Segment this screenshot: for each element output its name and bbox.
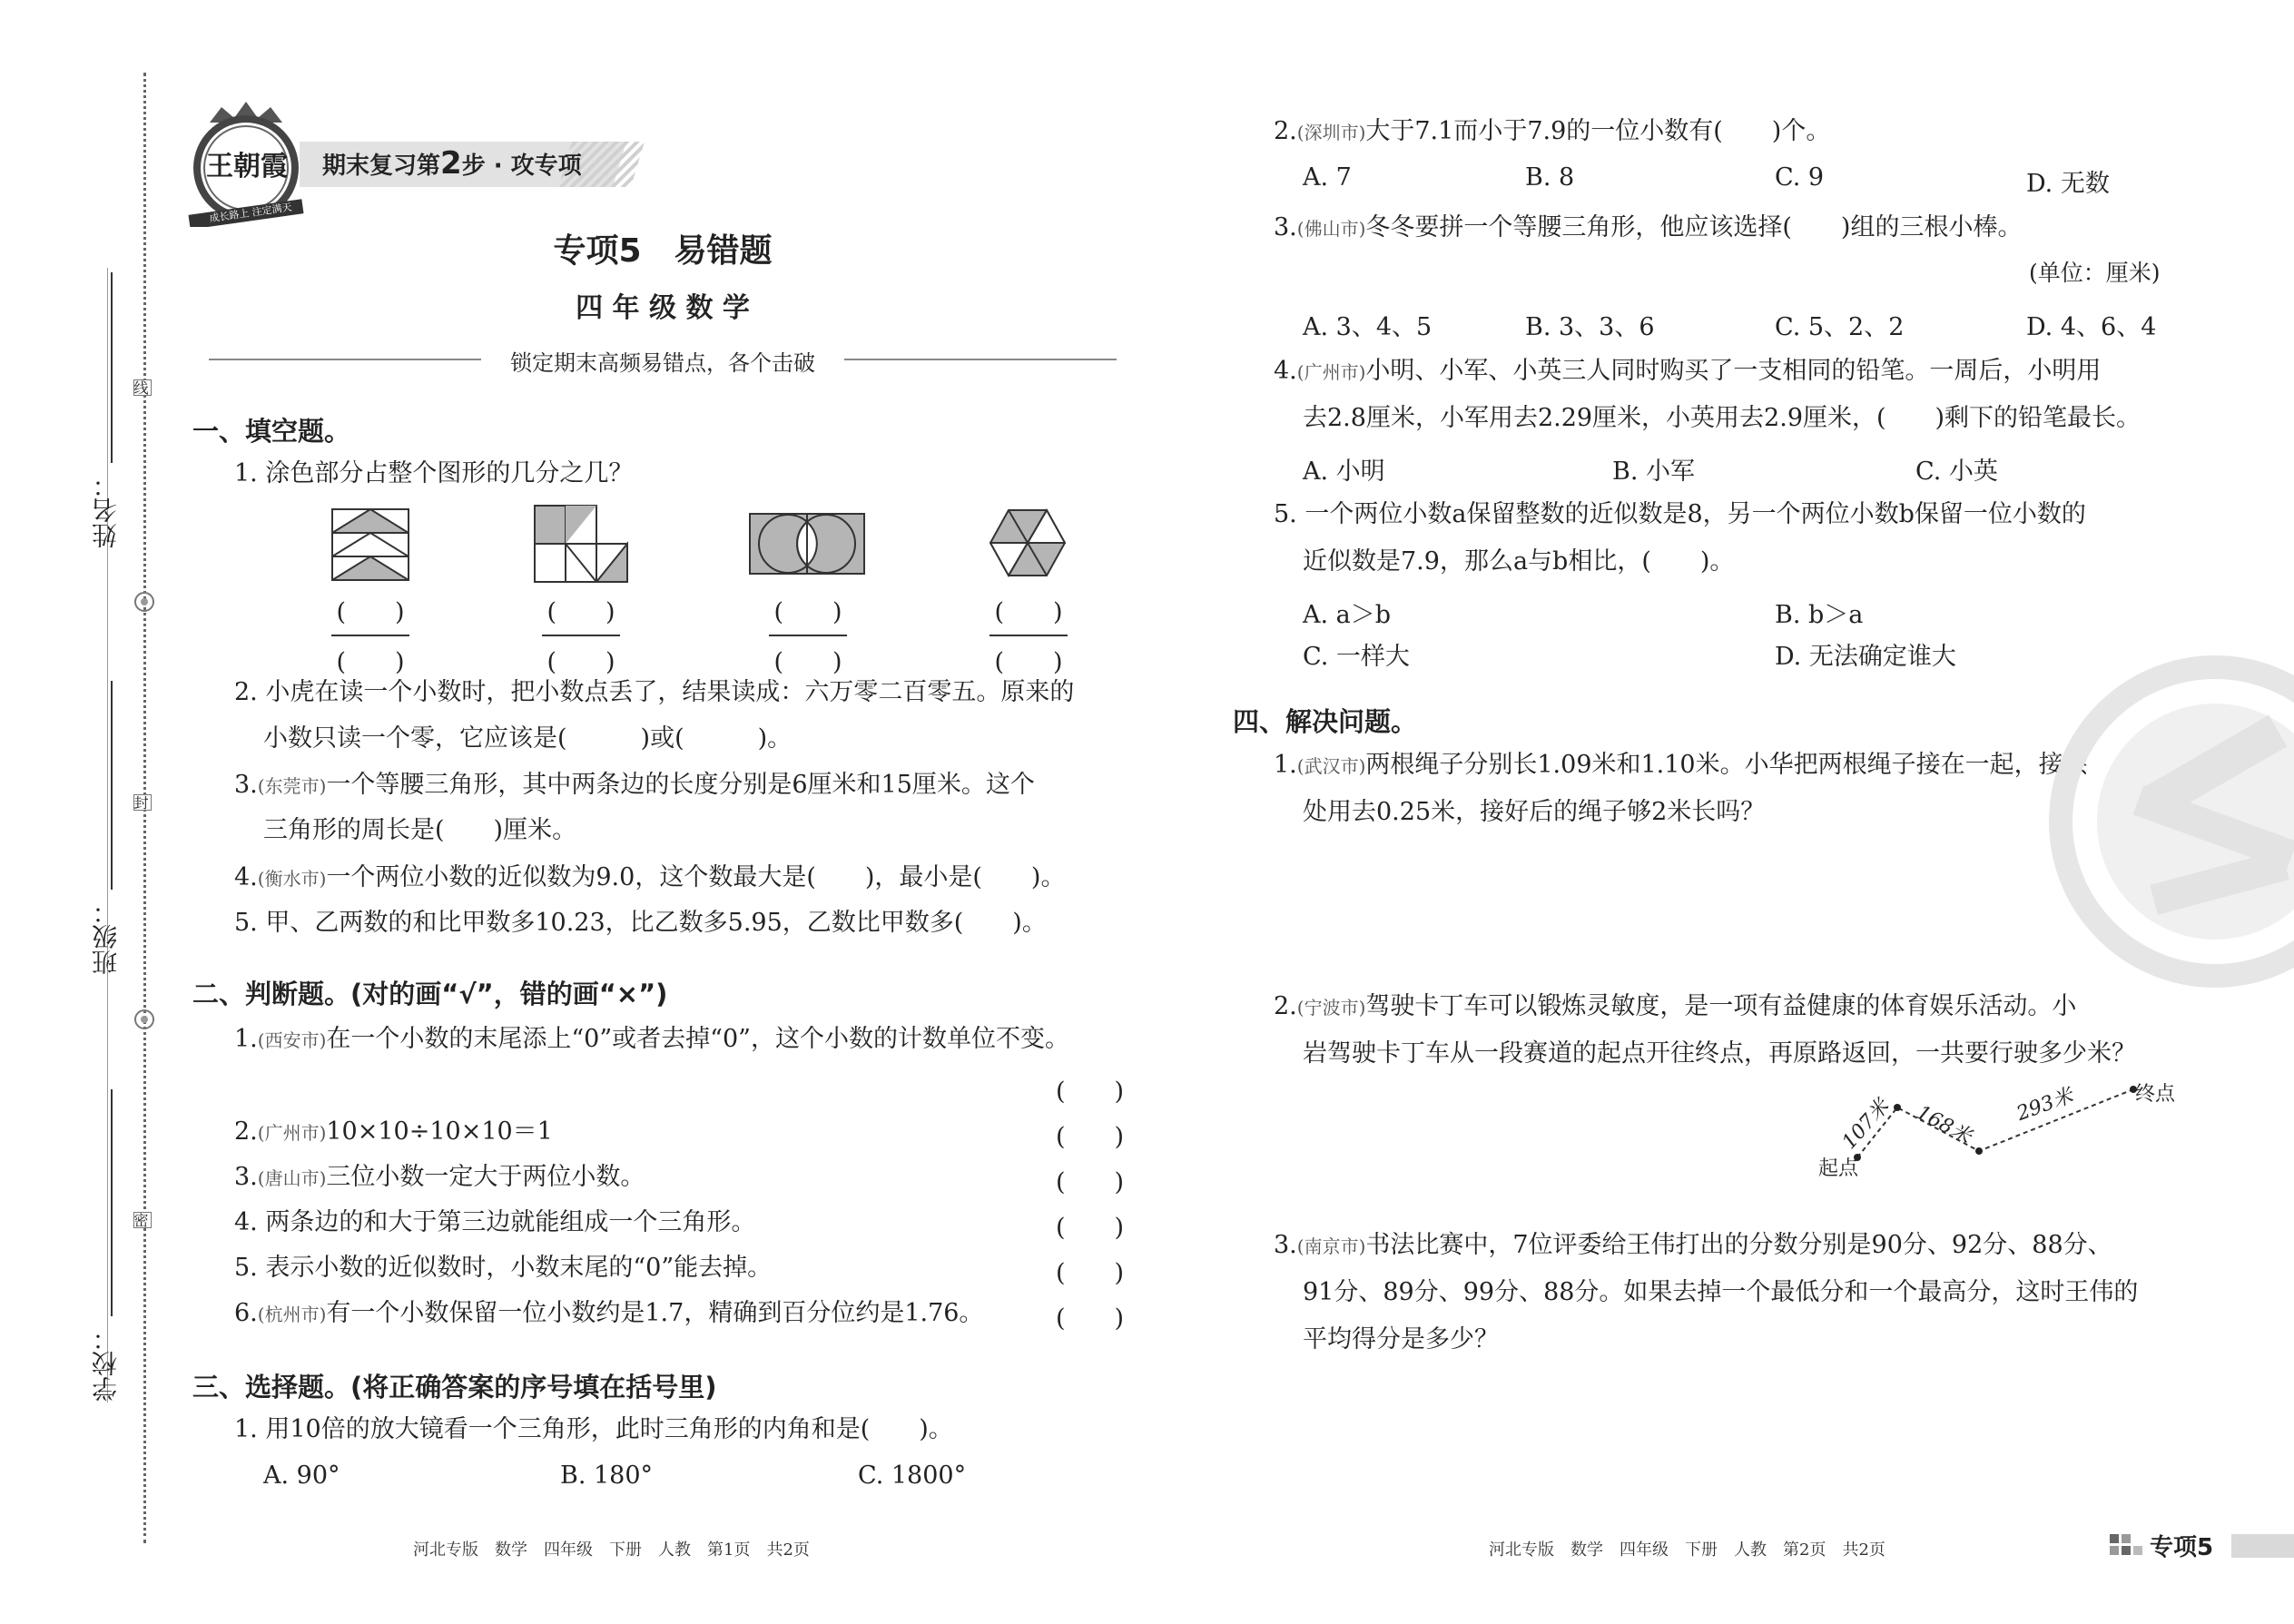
fraction-bar <box>331 635 409 636</box>
numerator-blank[interactable]: ( ) <box>773 598 842 626</box>
binding-mark-mi: 密 <box>133 1212 152 1228</box>
fraction-blank-1[interactable] <box>331 592 409 677</box>
fraction-bar <box>989 635 1068 636</box>
section3-title: 三、选择题。(将正确答案的序号填在括号里) <box>192 1372 717 1403</box>
q-num: 3. <box>234 771 258 799</box>
q-text: 一个等腰三角形，其中两条边的长度分别是6厘米和15厘米。这个 <box>326 771 1035 799</box>
s3-q2-option-a[interactable]: A. 7 <box>1303 163 1352 192</box>
watermark-seal <box>2043 649 2294 994</box>
s3-q3 <box>1274 212 2022 244</box>
page-subtitle: 四 年 级 数 学 <box>576 292 750 324</box>
city-tag: (宁波市) <box>1296 997 1366 1019</box>
s2-q2-answer[interactable]: ( ) <box>1056 1123 1125 1151</box>
s3-q1-option-c[interactable]: C. 1800° <box>858 1462 967 1490</box>
s3-q3-option-a[interactable]: A. 3、4、5 <box>1303 313 1433 341</box>
s2-q4: 4. 两条边的和大于第三边就能组成一个三角形。 <box>234 1208 756 1236</box>
s3-q2-option-c[interactable]: C. 9 <box>1775 163 1825 192</box>
q-num: 4. <box>234 863 258 891</box>
s3-q4-option-b[interactable]: B. 小军 <box>1612 458 1696 486</box>
s2-q6 <box>234 1298 983 1330</box>
s3-q3-option-c[interactable]: C. 5、2、2 <box>1775 313 1905 341</box>
q-text: 小明、小军、小英三人同时购买了一支相同的铅笔。一周后，小明用 <box>1365 357 2102 385</box>
s2-q1-answer[interactable]: ( ) <box>1056 1078 1125 1106</box>
fraction-blank-3[interactable] <box>769 592 847 677</box>
q-text: 书法比赛中，7位评委给王伟打出的分数分别是90分、92分、88分、 <box>1365 1231 2112 1259</box>
q-num: 1. <box>234 1025 258 1053</box>
name-field-line[interactable] <box>111 272 113 463</box>
s3-q5-option-b[interactable]: B. b＞a <box>1775 601 1864 629</box>
footer-left: 河北专版 数学 四年级 下册 人教 第1页 共2页 <box>413 1540 810 1560</box>
q-num: 3. <box>234 1163 258 1191</box>
binding-ornament-2 <box>133 1008 156 1031</box>
binding-ornament-1 <box>133 590 156 614</box>
s1-q3-line1 <box>234 770 1035 802</box>
s3-q5-line2: 近似数是7.9，那么a与b相比，( )。 <box>1303 547 1735 576</box>
route-seg2-label: 168米 <box>1912 1101 1975 1149</box>
q-num: 3. <box>1274 1231 1297 1259</box>
city-tag: (东莞市) <box>257 775 327 797</box>
denominator-blank[interactable]: ( ) <box>336 648 405 676</box>
figure-3-circles <box>749 513 867 576</box>
s2-q5-answer[interactable]: ( ) <box>1056 1259 1125 1287</box>
banner-pre: 期末复习第 <box>322 153 441 180</box>
q-num: 2. <box>1274 117 1297 145</box>
s3-q2 <box>1274 116 1830 148</box>
brand-logo-slogan: 成长路上 注定满天 <box>208 201 293 225</box>
grid-decoration-icon <box>2108 1532 2144 1560</box>
s3-q4-option-a[interactable]: A. 小明 <box>1303 458 1385 486</box>
s4-q1-line2: 处用去0.25米，接好后的绳子够2米长吗？ <box>1303 798 1766 826</box>
s3-q3-option-d[interactable]: D. 4、6、4 <box>2026 313 2157 341</box>
binding-mark-feng: 封 <box>133 794 152 811</box>
numerator-blank[interactable]: ( ) <box>336 598 405 626</box>
figure-2-squares <box>534 505 630 583</box>
binding-solid-line <box>107 268 108 1403</box>
q-text: 大于7.1而小于7.9的一位小数有( )个。 <box>1365 117 1831 145</box>
s3-q3-unit: (单位：厘米) <box>2029 260 2161 286</box>
class-label: 班级： <box>91 899 121 975</box>
name-label: 姓名： <box>91 472 121 548</box>
footer-right: 河北专版 数学 四年级 下册 人教 第2页 共2页 <box>1489 1540 1885 1560</box>
q-text: 三位小数一定大于两位小数。 <box>326 1163 645 1191</box>
denominator-blank[interactable]: ( ) <box>994 648 1063 676</box>
s1-q2-line1: 2. 小虎在读一个小数时，把小数点丢了，结果读成：六万零二百零五。原来的 <box>234 678 1075 706</box>
s1-q3-line2: 三角形的周长是( )厘米。 <box>263 816 577 844</box>
section2-title: 二、判断题。(对的画“√”，错的画“×”) <box>192 979 668 1009</box>
s4-q1-line1 <box>1274 750 2088 782</box>
motto: 锁定期末高频易错点，各个击破 <box>510 350 815 376</box>
motto-rule-left <box>209 359 481 360</box>
s3-q4-line1 <box>1274 356 2101 388</box>
figure-1-triangles <box>331 508 409 581</box>
city-tag: (杭州市) <box>257 1304 327 1325</box>
q-text: 有一个小数保留一位小数约是1.7，精确到百分位约是1.76。 <box>326 1299 984 1327</box>
s2-q5: 5. 表示小数的近似数时，小数末尾的“0”能去掉。 <box>234 1254 773 1282</box>
banner-num: 2 <box>440 145 462 182</box>
s2-q3 <box>234 1162 645 1194</box>
q-num: 1. <box>1274 751 1297 779</box>
q-num: 6. <box>234 1299 258 1327</box>
brand-logo-text: 王朝霞 <box>206 151 288 182</box>
school-field-line[interactable] <box>111 1089 113 1316</box>
section1-title: 一、填空题。 <box>192 416 351 447</box>
q-num: 4. <box>1274 357 1297 385</box>
route-seg1-label: 107米 <box>1837 1095 1895 1154</box>
s4-q2-line2: 岩驾驶卡丁车从一段赛道的起点开往终点，再原路返回，一共要行驶多少米？ <box>1303 1039 2136 1068</box>
fraction-bar <box>542 635 620 636</box>
footer-tag-bar <box>2231 1534 2294 1558</box>
school-label: 学校： <box>91 1325 121 1402</box>
s4-q3-line1 <box>1274 1230 2112 1262</box>
s4-q3-line3: 平均得分是多少？ <box>1303 1325 1499 1353</box>
s2-q6-answer[interactable]: ( ) <box>1056 1304 1125 1333</box>
fraction-bar <box>769 635 847 636</box>
class-field-line[interactable] <box>111 681 113 890</box>
figure-4-hexagon <box>989 508 1066 577</box>
s4-q2-line1 <box>1274 991 2076 1023</box>
q-text: 在一个小数的末尾添上“0”或者去掉“0”，这个小数的计数单位不变。 <box>326 1025 1069 1053</box>
s4-q3-line2: 91分、89分、99分、88分。如果去掉一个最低分和一个最高分，这时王伟的 <box>1303 1278 2139 1306</box>
section4-title: 四、解决问题。 <box>1233 706 1418 737</box>
s3-q4-line2: 去2.8厘米，小军用去2.29厘米，小英用去2.9厘米，( )剩下的铅笔最长。 <box>1303 404 2141 432</box>
s3-q3-option-b[interactable]: B. 3、3、6 <box>1525 313 1655 341</box>
q-text: 一个两位小数的近似数为9.0，这个数最大是( )，最小是( )。 <box>326 863 1066 891</box>
numerator-blank[interactable]: ( ) <box>546 598 615 626</box>
s3-q1-option-b[interactable]: B. 180° <box>560 1462 654 1490</box>
q-num: 2. <box>234 1117 258 1146</box>
city-tag: (南京市) <box>1296 1235 1366 1257</box>
s1-q1: 1. 涂色部分占整个图形的几分之几？ <box>234 459 634 487</box>
q-text: 驾驶卡丁车可以锻炼灵敏度，是一项有益健康的体育娱乐活动。小 <box>1365 992 2077 1020</box>
binding-mark-xian: 线 <box>133 379 152 396</box>
fraction-blank-4[interactable] <box>989 592 1068 677</box>
q-text: 两根绳子分别长1.09米和1.10米。小华把两根绳子接在一起，接头 <box>1365 751 2088 779</box>
denominator-blank[interactable]: ( ) <box>546 648 615 676</box>
numerator-blank[interactable]: ( ) <box>994 598 1063 626</box>
motto-rule-right <box>844 359 1117 360</box>
fraction-blank-2[interactable] <box>542 592 620 677</box>
route-seg3-label: 293米 <box>2013 1084 2077 1127</box>
city-tag: (广州市) <box>1296 361 1366 383</box>
city-tag: (武汉市) <box>1296 755 1366 777</box>
city-tag: (唐山市) <box>257 1167 327 1189</box>
city-tag: (广州市) <box>257 1122 327 1144</box>
s1-q4 <box>234 862 1065 894</box>
s3-q1: 1. 用10倍的放大镜看一个三角形，此时三角形的内角和是( )。 <box>234 1415 953 1443</box>
s2-q4-answer[interactable]: ( ) <box>1056 1214 1125 1242</box>
s3-q5-option-d[interactable]: D. 无法确定谁大 <box>1775 643 1956 671</box>
route-start-label: 起点 <box>1818 1157 1859 1180</box>
page-title: 专项5 易错题 <box>553 232 773 270</box>
s3-q5-line1: 5. 一个两位小数a保留整数的近似数是8，另一个两位小数b保留一位小数的 <box>1274 500 2086 528</box>
s3-q1-option-a[interactable]: A. 90° <box>263 1462 340 1490</box>
denominator-blank[interactable]: ( ) <box>773 648 842 676</box>
q-num: 2. <box>1274 992 1297 1020</box>
q-text: 10×10÷10×10＝1 <box>326 1117 553 1146</box>
s2-q2 <box>234 1117 553 1148</box>
s2-q1 <box>234 1024 1069 1056</box>
city-tag: (深圳市) <box>1296 122 1366 143</box>
s1-q2-line2: 小数只读一个零，它应该是( )或( )。 <box>263 724 793 753</box>
s1-q5: 5. 甲、乙两数的和比甲数多10.23，比乙数多5.95，乙数比甲数多( )。 <box>234 909 1047 937</box>
s3-q2-option-d[interactable]: D. 无数 <box>2026 170 2110 198</box>
banner-post: 步 · 攻专项 <box>461 153 582 180</box>
q-num: 3. <box>1274 213 1297 241</box>
q-text: 冬冬要拼一个等腰三角形，他应该选择( )组的三根小棒。 <box>1365 213 2023 241</box>
banner-text <box>322 145 582 182</box>
s3-q5-option-a[interactable]: A. a＞b <box>1303 601 1392 629</box>
s3-q5-option-c[interactable]: C. 一样大 <box>1303 643 1410 671</box>
city-tag: (西安市) <box>257 1029 327 1051</box>
s3-q2-option-b[interactable]: B. 8 <box>1525 163 1575 192</box>
route-end-label: 终点 <box>2135 1083 2176 1106</box>
footer-tag: 专项5 <box>2150 1534 2214 1561</box>
city-tag: (佛山市) <box>1296 218 1366 240</box>
city-tag: (衡水市) <box>257 868 327 890</box>
s2-q3-answer[interactable]: ( ) <box>1056 1168 1125 1196</box>
s3-q4-option-c[interactable]: C. 小英 <box>1915 458 1998 486</box>
